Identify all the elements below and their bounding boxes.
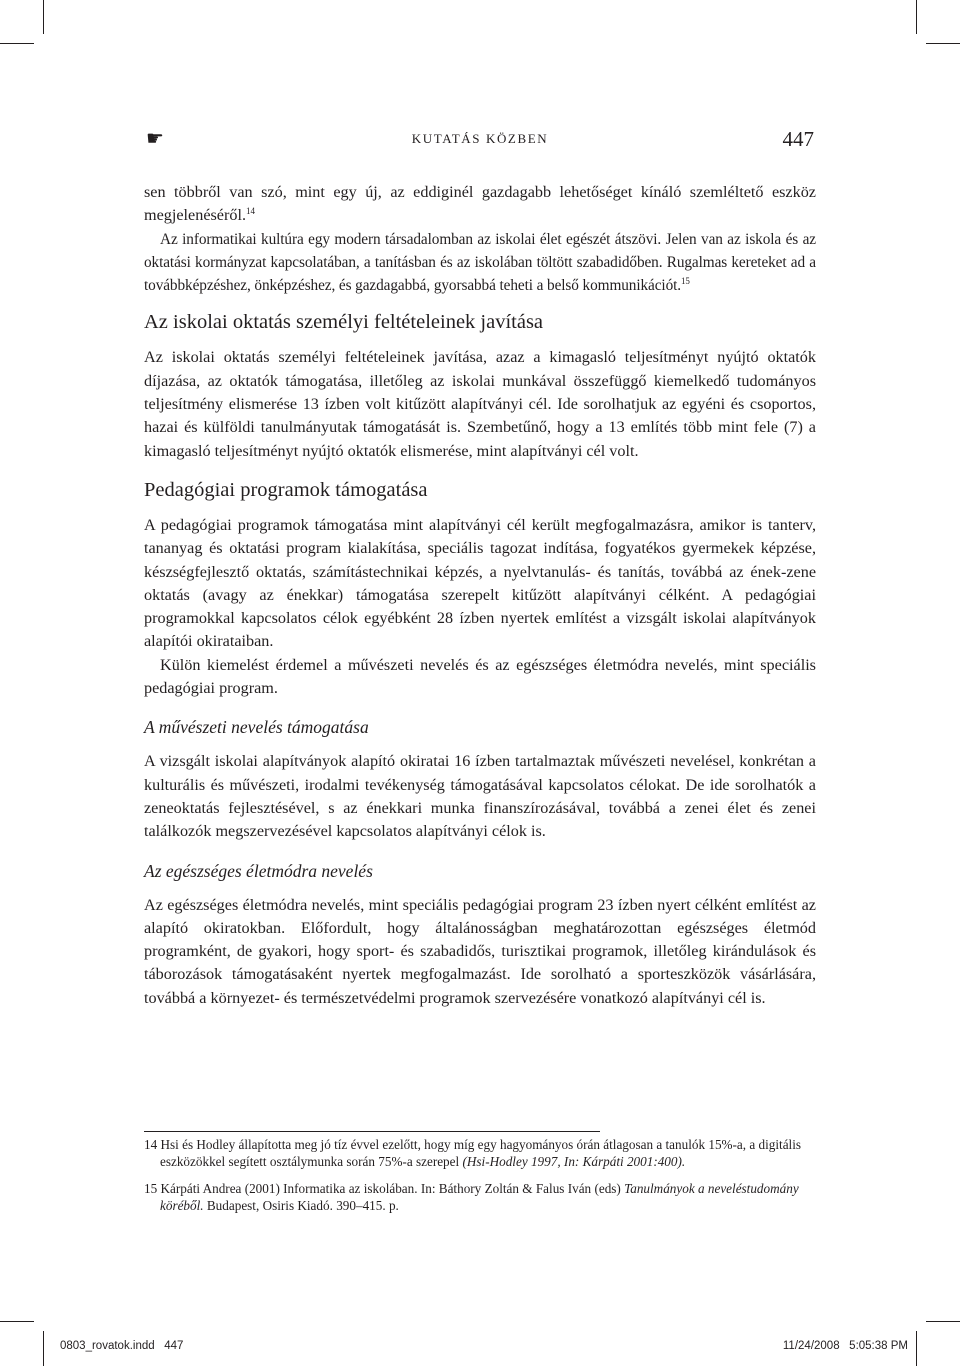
paragraph [144, 181, 816, 228]
footnotes [144, 1136, 816, 1214]
footnote [144, 1136, 816, 1171]
crop-mark [43, 0, 44, 34]
crop-mark [916, 0, 917, 34]
slug-filename: 0803_rovatok.indd 447 [60, 1340, 184, 1352]
page-number: 447 [782, 127, 814, 151]
paragraph-text: Az informatikai kultúra egy modern társadalomban az iskolai élet egészét átszövi. Jelen van az iskola és az oktatási kormányzat kapcsolatában, a tanításban és az iskolában töltött szabadidőben. Rugalmas kereteket ad a továbbképzéshez, önképzéshez, és gazdagabbá, gyorsabbá teheti a belső kommunikációt. [144, 230, 816, 295]
paragraph: A vizsgált iskolai alapítványok alapító okiratai 16 ízben tartalmaztak művészeti nevelésel, konkrétan a kulturális és művészeti, irodalmi tevékenység támogatásával kapcsolatos célokat. De ide sorolhatók a zeneoktatás fejlesztésével, s az énekkari munka finanszírozásával, továbbá a zenei élet és zenei találkozók megszervezésével kapcsolatos alapítványi célok is. [144, 752, 816, 841]
crop-mark [926, 43, 960, 44]
footnote-ref[interactable]: 15 [681, 276, 690, 287]
crop-mark [916, 1331, 917, 1366]
crop-mark [926, 1321, 960, 1322]
footnote-book-title: Tanulmányok a neveléstudomány köréből. [160, 1180, 799, 1213]
section-heading: Pedagógiai programok támogatása [144, 478, 428, 501]
footnote-number: 14 [144, 1137, 158, 1152]
footnote-text: Kárpáti Andrea (2001) Informatika az iskolában. In: Báthory Zoltán & Falus Iván (eds) [160, 1180, 621, 1196]
crop-mark [0, 1321, 34, 1322]
paragraph: Külön kiemelést érdemel a művészeti nevelés és az egészséges életmódra nevelés, mint speciális pedagógiai program. [144, 655, 816, 698]
paragraph-text: sen többről van szó, mint egy új, az eddiginél gazdagabb lehetőséget kínáló szemléltető eszköz megjelenéséről. [144, 183, 816, 225]
paragraph: A pedagógiai programok támogatása mint alapítványi cél került megfogalmazásra, amikor is tanterv, tananyag és oktatási program kialakítása, speciális tagozat indítása, fogyatékos gyermekek képzése, készségfejlesztő oktatás, számítástechnikai képzés, a nyelvtanulás- és tanítás, továbbá az ének-zene oktatás (avagy az énekkar) támogatása szerepelt kitűzött alapítványi célként. A pedagógiai programokkal kapcsolatos célok egyébként 28 ízben nyertek említést a vizsgált iskolai alapítványok alapítói okirataiban. [144, 515, 816, 651]
crop-mark [0, 43, 34, 44]
pointing-hand-icon: ☛ [146, 126, 164, 150]
footnote-text: Budapest, Osiris Kiadó. 390–415. p. [206, 1197, 399, 1213]
footnote [144, 1180, 816, 1215]
subsection-heading: Az egészséges életmódra nevelés [144, 860, 373, 881]
footnote-divider [144, 1131, 600, 1132]
footnote-number: 15 [144, 1180, 158, 1196]
paragraph: Az egészséges életmódra nevelés, mint speciális pedagógiai program 23 ízben nyert célként említést az alapító okiratokban. Előfordult, hogy általánosságban meghatározottan egészséges életmód programként, de gyakori, hogy sport- és szabadidős, turisztikai programok, illetőleg kirándulások és táborozások támogatásaként nyertek megfogalmazást. Ide sorolható a sporteszközök vásárlására, továbbá a környezet- és természetvédelmi programok szervezésére vonatkozó alapítványi cél is. [144, 895, 816, 1007]
body-text [144, 181, 816, 1010]
slug-timestamp: 11/24/2008 5:05:38 PM [782, 1340, 908, 1352]
section-heading: Az iskolai oktatás személyi feltételeinek javítása [144, 311, 544, 334]
crop-mark [43, 1331, 44, 1366]
subsection-heading: A művészeti nevelés támogatása [144, 717, 369, 738]
running-title: KUTATÁS KÖZBEN [411, 131, 549, 146]
page-header [144, 124, 816, 156]
footnote-citation: (Hsi-Hodley 1997, In: Kárpáti 2001:400). [462, 1154, 686, 1170]
paragraph: Az iskolai oktatás személyi feltételeinek javítása, azaz a kimagasló teljesítményt nyújtó oktatók díjazása, az oktatók támogatása, illetőleg az iskolai munkával összefüggő kiemelkedő tudományos teljesítmény elismerése 13 ízben volt kitűzött alapítványi cél. Ide sorolhatjuk az egyéni és csoportos, hazai és külföldi tanulmányutak támogatását is. Szembetűnő, hogy a 13 említés több mint fele (7) a kimagasló teljesítményt nyújtó oktatók elismerése, mint alapítványi cél volt. [144, 348, 816, 460]
footnote-ref[interactable]: 14 [246, 206, 256, 217]
footnote-text: Hsi és Hodley állapította meg jó tíz évvel ezelőtt, hogy míg egy hagyományos órán átlagosan a tanulók 15%-a, a digitális eszközökkel segített osztálymunka során 75%-a szerepel [160, 1137, 802, 1170]
paragraph [144, 228, 816, 298]
